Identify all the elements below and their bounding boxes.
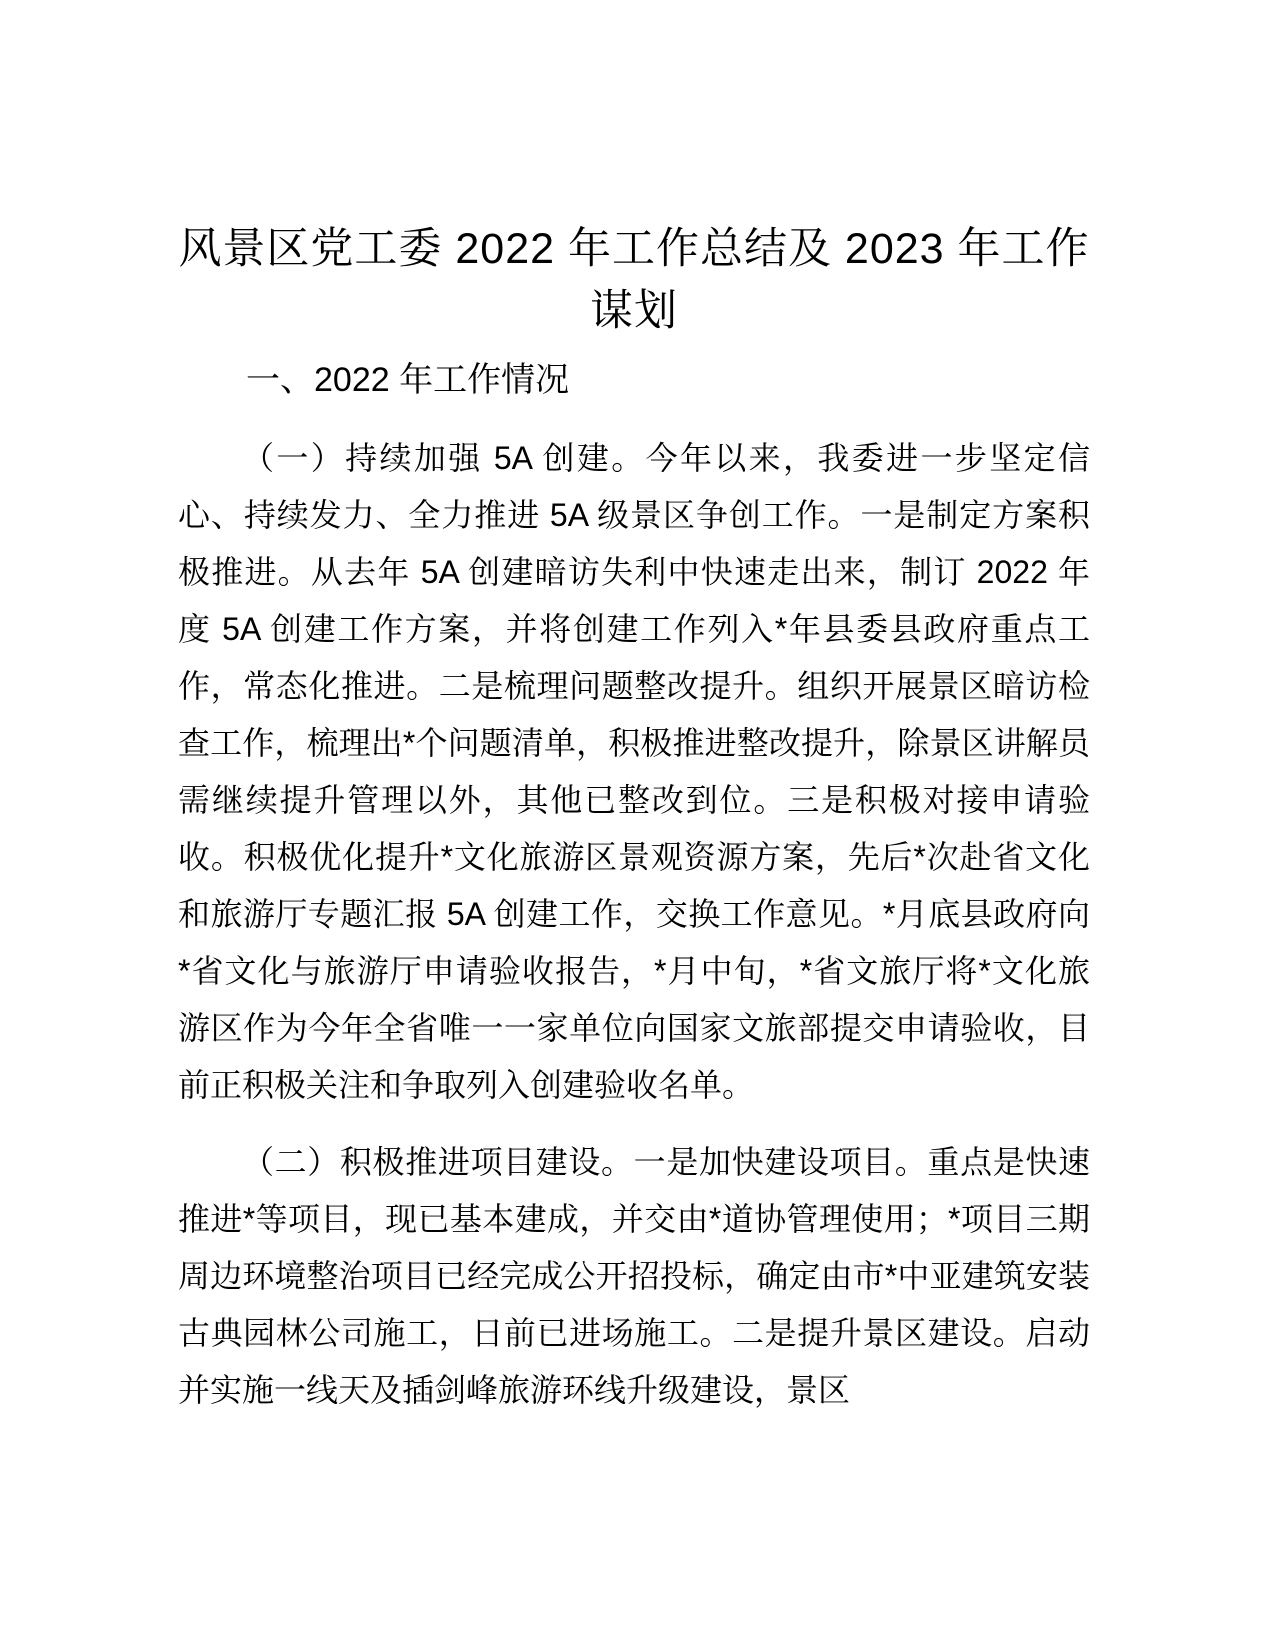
document-title-line2: 谋划 [590, 287, 678, 335]
document-title [178, 218, 1090, 342]
section-heading-2022-work: 一、2022 年工作情况 [246, 361, 570, 399]
paragraph-5a-creation: （一）持续加强 5A 创建。今年以来，我委进一步坚定信心、持续发力、全力推进 5A 级景区争创工作。一是制定方案积极推进。从去年 5A 创建暗访失利中快速走出来，制订 2022 年度 5A 创建工作方案，并将创建工作列入*年县委县政府重点工作，常态化推进。二是梳理问题整改提升。组织开展景区暗访检查工作，梳理出*个问题清单，积极推进整改提升，除景区讲解员需继续提升管理以外，其他已整改到位。三是积极对接申请验收。积极优化提升*文化旅游区景观资源方案，先后*次赴省文化和旅游厅专题汇报 5A 创建工作，交换工作意见。*月底县政府向*省文化与旅游厅申请验收报告，*月中旬，*省文旅厅将*文化旅游区作为今年全省唯一一家单位向国家文旅部提交申请验收，目前正积极关注和争取列入创建验收名单。 [178, 440, 1090, 1103]
document-title-line1: 风景区党工委 2022 年工作总结及 2023 年工作 [178, 225, 1090, 273]
paragraph-project-construction: （二）积极推进项目建设。一是加快建设项目。重点是快速推进*等项目，现已基本建成，并交由*道协管理使用；*项目三期周边环境整治项目已经完成公开招投标，确定由市*中亚建筑安装古典园林公司施工，日前已进场施工。二是提升景区建设。启动并实施一线天及插剑峰旅游环线升级建设，景区 [178, 1144, 1090, 1408]
